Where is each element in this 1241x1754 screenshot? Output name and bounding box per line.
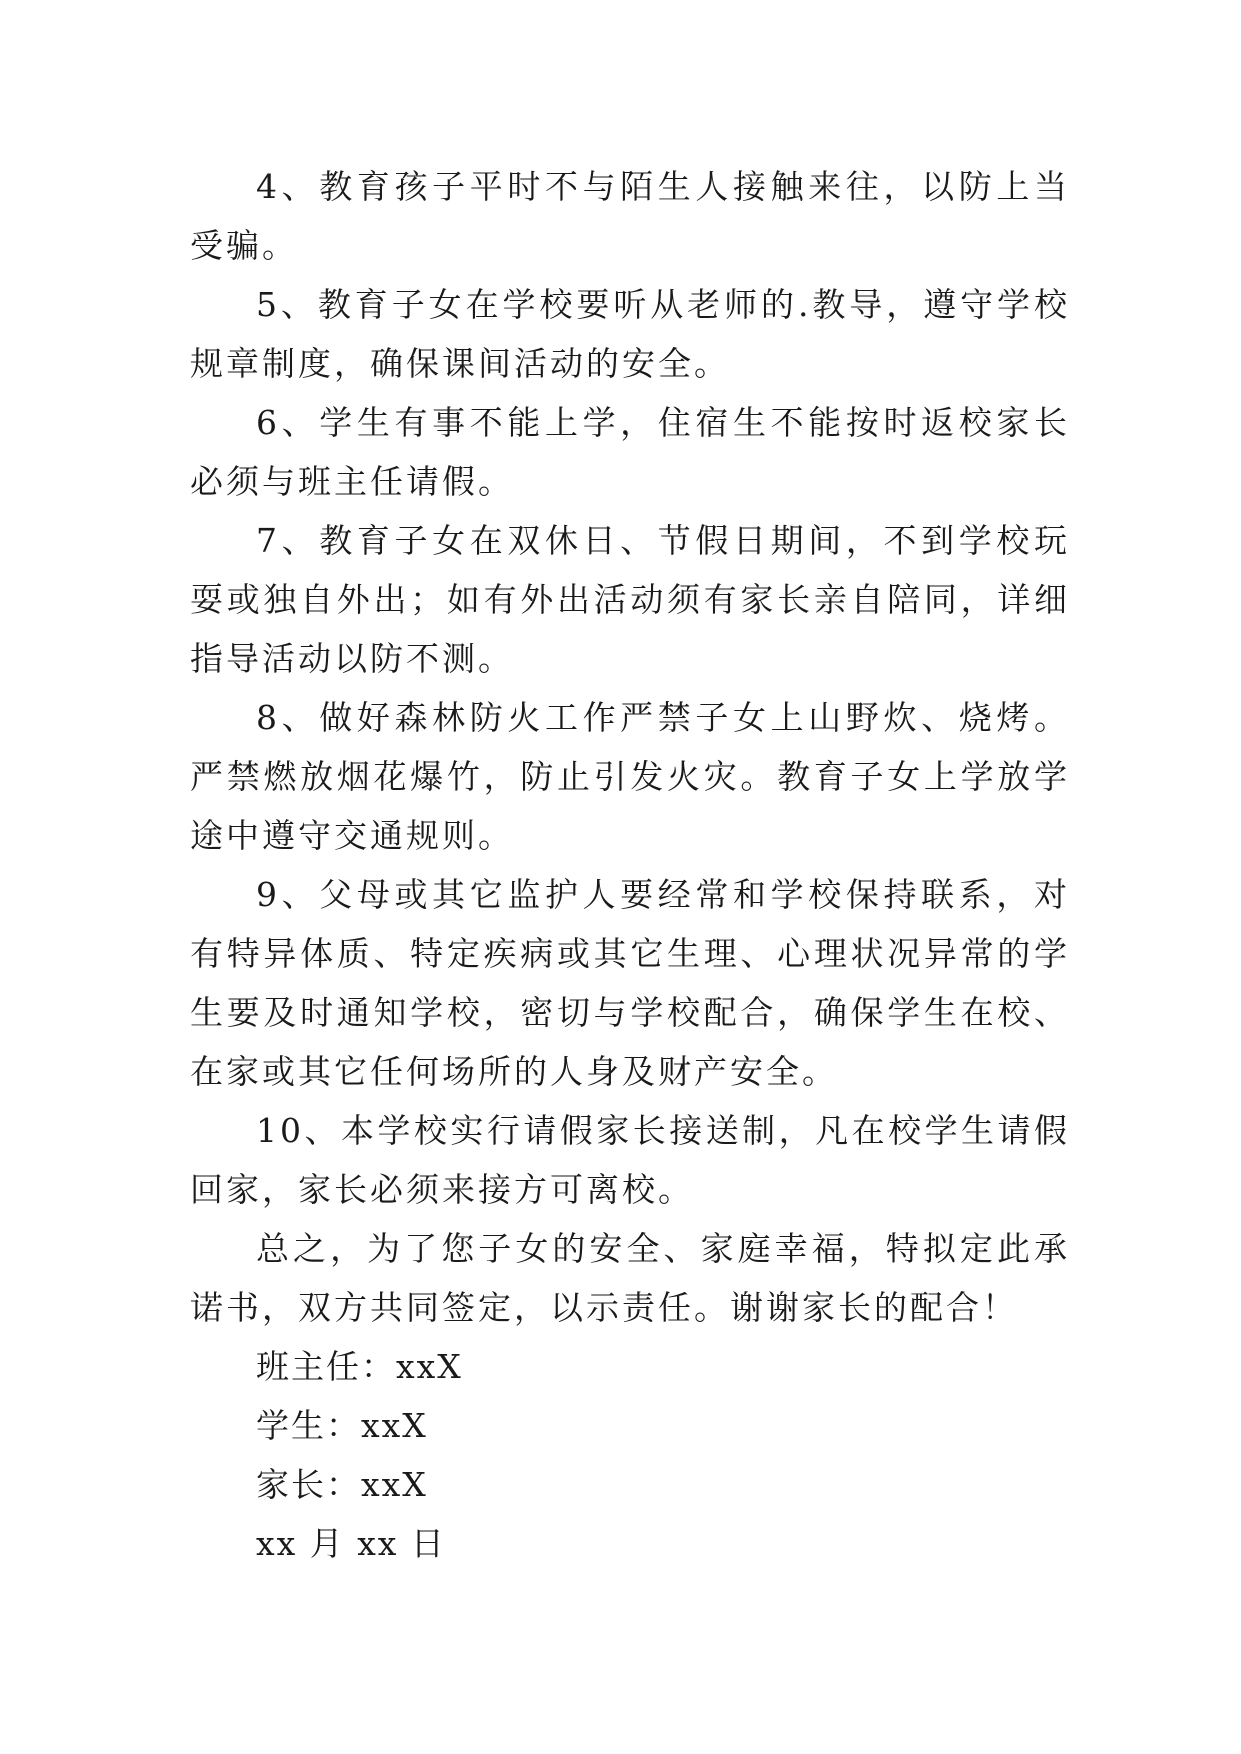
parent-signature: 家长：xxX [256,1465,428,1504]
clause-9: 9、父母或其它监护人要经常和学校保持联系，对有特异体质、特定疾病或其它生理、心理状况异常的学生要及时通知学校，密切与学校配合，确保学生在校、在家或其它任何场所的人身及财产安全。 [190,875,1070,1091]
clause-10: 10、本学校实行请假家长接送制，凡在校学生请假回家，家长必须来接方可离校。 [190,1111,1070,1209]
teacher-signature: 班主任：xxX [256,1347,463,1386]
document-page [190,157,1070,1573]
clause-5: 5、教育子女在学校要听从老师的.教导，遵守学校规章制度，确保课间活动的安全。 [190,285,1070,383]
clause-6: 6、学生有事不能上学，住宿生不能按时返校家长必须与班主任请假。 [190,403,1070,501]
clause-8: 8、做好森林防火工作严禁子女上山野炊、烧烤。严禁燃放烟花爆竹，防止引发火灾。教育子女上学放学途中遵守交通规则。 [190,698,1070,855]
conclusion-paragraph: 总之，为了您子女的安全、家庭幸福，特拟定此承诺书，双方共同签定，以示责任。谢谢家长的配合！ [190,1229,1070,1327]
clause-4: 4、教育孩子平时不与陌生人接触来往，以防上当受骗。 [190,167,1070,265]
student-signature: 学生：xxX [256,1406,428,1445]
signature-date: xx 月 xx 日 [256,1524,446,1563]
clause-7: 7、教育子女在双休日、节假日期间，不到学校玩耍或独自外出；如有外出活动须有家长亲自陪同，详细指导活动以防不测。 [190,521,1070,678]
